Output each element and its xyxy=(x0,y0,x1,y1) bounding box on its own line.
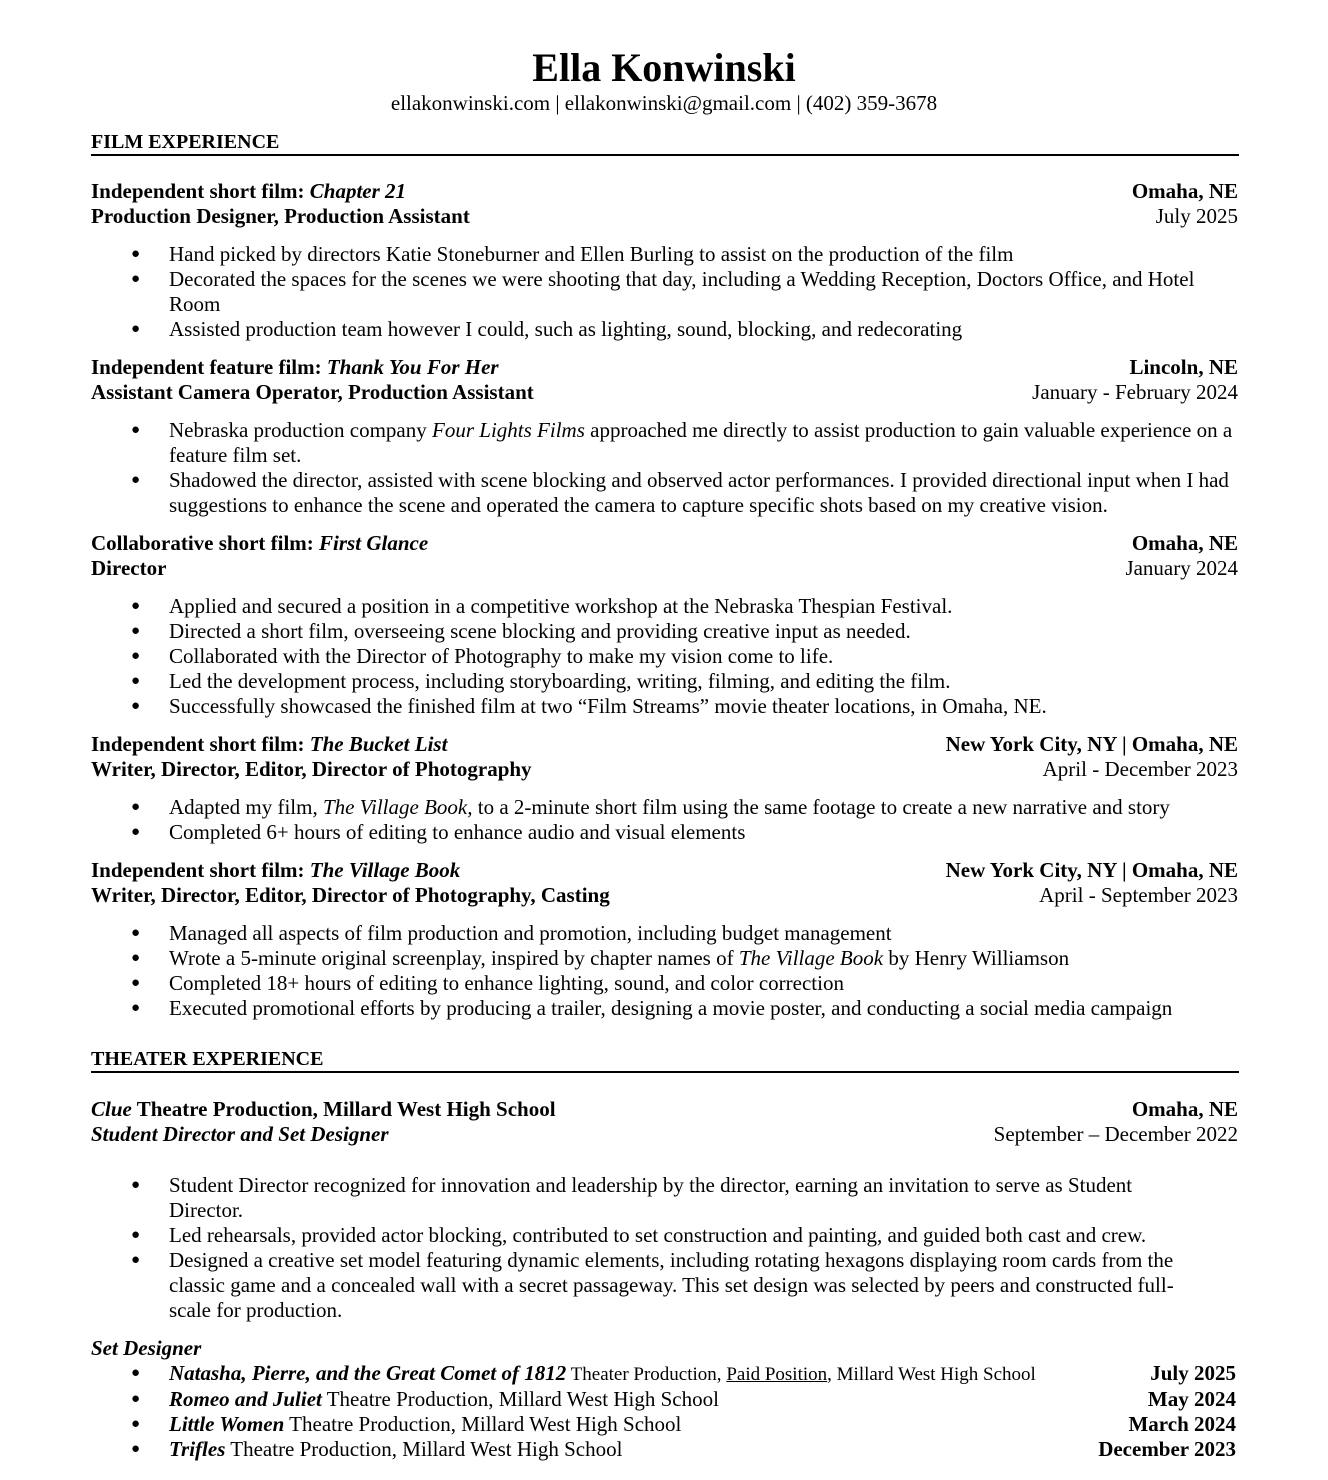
film-entry-the-bucket-list xyxy=(91,732,1238,782)
list-item: ● Completed 18+ hours of editing to enhance lighting, sound, and color correction xyxy=(91,971,1241,996)
theater-entry-clue-bullets xyxy=(91,1173,1201,1323)
entry-location: Omaha, NE xyxy=(1131,179,1238,203)
list-item: ● Executed promotional efforts by producing a trailer, designing a movie poster, and conducting a social media campaign xyxy=(91,996,1241,1021)
entry-date: April - December 2023 xyxy=(1042,757,1238,781)
entry-location: Lincoln, NE xyxy=(1129,355,1238,379)
list-item: ● Trifles Theatre Production, Millard West High School December 2023 xyxy=(91,1437,1236,1462)
entry-location: Omaha, NE xyxy=(1131,531,1238,555)
film-entry-the-village-book-bullets xyxy=(91,921,1241,1021)
list-item: ● Hand picked by directors Katie Stoneburner and Ellen Burling to assist on the production of the film xyxy=(91,242,1241,267)
entry-date: July 2025 xyxy=(1155,204,1238,228)
entry-role: Writer, Director, Editor, Director of Photography xyxy=(91,757,532,781)
entry-location: Omaha, NE xyxy=(1131,1097,1238,1121)
list-item: ● Collaborated with the Director of Photography to make my vision come to life. xyxy=(91,644,1241,669)
contact-line: ellakonwinski.com | ellakonwinski@gmail.com | (402) 359-3678 xyxy=(390,91,938,115)
entry-date: May 2024 xyxy=(1147,1387,1236,1411)
list-item: ● Directed a short film, overseeing scene blocking and providing creative input as needed. xyxy=(91,619,1241,644)
entry-location: New York City, NY | Omaha, NE xyxy=(945,732,1238,756)
film-entry-chapter-21-bullets xyxy=(91,242,1241,342)
resume-name: Ella Konwinski xyxy=(532,45,796,90)
list-item: ● Student Director recognized for innovation and leadership by the director, earning an invitation to serve as Student Director. xyxy=(91,1173,1201,1223)
entry-title: Clue Theatre Production, Millard West High School xyxy=(91,1097,556,1121)
paid-position-label: Paid Position xyxy=(726,1364,828,1385)
entry-date: January - February 2024 xyxy=(1032,380,1238,404)
entry-date: December 2023 xyxy=(1098,1437,1236,1461)
film-entry-the-village-book xyxy=(91,858,1238,908)
list-item: ● Led the development process, including storyboarding, writing, filming, and editing the film. xyxy=(91,669,1241,694)
entry-title: Independent short film: Chapter 21 xyxy=(91,179,407,203)
set-designer-heading-wrap xyxy=(91,1336,1238,1361)
list-item: ● Applied and secured a position in a competitive workshop at the Nebraska Thespian Festival. xyxy=(91,594,1241,619)
list-item: ● Natasha, Pierre, and the Great Comet of 1812 Theater Production, Paid Position, Millard West High School July 2025 xyxy=(91,1361,1236,1387)
entry-role: Student Director and Set Designer xyxy=(91,1122,389,1146)
film-entry-thank-you-for-her xyxy=(91,355,1238,405)
entry-title: Independent short film: The Bucket List xyxy=(91,732,448,756)
set-designer-list xyxy=(91,1361,1236,1462)
list-item: ● Nebraska production company Four Lights Films approached me directly to assist production to gain valuable experience on a feature film set. xyxy=(91,418,1241,468)
list-item: ● Decorated the spaces for the scenes we were shooting that day, including a Wedding Reception, Doctors Office, and Hotel Room xyxy=(91,267,1241,317)
list-item: ● Completed 6+ hours of editing to enhance audio and visual elements xyxy=(91,820,1241,845)
list-item: ● Successfully showcased the finished film at two “Film Streams” movie theater locations, in Omaha, NE. xyxy=(91,694,1241,719)
entry-role: Production Designer, Production Assistant xyxy=(91,204,470,228)
film-entry-first-glance xyxy=(91,531,1238,581)
list-item: ● Adapted my film, The Village Book, to a 2-minute short film using the same footage to create a new narrative and story xyxy=(91,795,1241,820)
list-item: ● Designed a creative set model featuring dynamic elements, including rotating hexagons displaying room cards from the classic game and a concealed wall with a secret passageway. This set design was selected by peers and constructed full-scale for production. xyxy=(91,1248,1201,1323)
entry-role: Assistant Camera Operator, Production Assistant xyxy=(91,380,534,404)
list-item: ● Led rehearsals, provided actor blocking, contributed to set construction and painting, and guided both cast and crew. xyxy=(91,1223,1201,1248)
entry-date: April - September 2023 xyxy=(1039,883,1238,907)
entry-title: Independent feature film: Thank You For Her xyxy=(91,355,499,379)
entry-title: Collaborative short film: First Glance xyxy=(91,531,429,555)
film-entry-chapter-21 xyxy=(91,179,1238,229)
entry-role: Director xyxy=(91,556,167,580)
film-entry-first-glance-bullets xyxy=(91,594,1241,719)
list-item: ● Assisted production team however I could, such as lighting, sound, blocking, and redecorating xyxy=(91,317,1241,342)
entry-location: New York City, NY | Omaha, NE xyxy=(945,858,1238,882)
list-item: ● Managed all aspects of film production and promotion, including budget management xyxy=(91,921,1241,946)
theater-entry-clue xyxy=(91,1097,1238,1147)
film-entry-thank-you-for-her-bullets xyxy=(91,418,1241,518)
entry-date: March 2024 xyxy=(1128,1412,1236,1436)
entry-date: September – December 2022 xyxy=(993,1122,1238,1146)
entry-date: July 2025 xyxy=(1150,1361,1236,1385)
film-experience-heading: FILM EXPERIENCE xyxy=(91,130,1239,156)
entry-role: Writer, Director, Editor, Director of Photography, Casting xyxy=(91,883,610,907)
set-designer-heading: Set Designer xyxy=(91,1336,202,1360)
list-item: ● Romeo and Juliet Theatre Production, Millard West High School May 2024 xyxy=(91,1387,1236,1412)
list-item: ● Wrote a 5-minute original screenplay, inspired by chapter names of The Village Book by Henry Williamson xyxy=(91,946,1241,971)
entry-title: Independent short film: The Village Book xyxy=(91,858,461,882)
theater-experience-heading: THEATER EXPERIENCE xyxy=(91,1047,1239,1073)
list-item: ● Shadowed the director, assisted with scene blocking and observed actor performances. I provided directional input when I had suggestions to enhance the scene and operated the camera to capture specific shots based on my creative vision. xyxy=(91,468,1241,518)
entry-date: January 2024 xyxy=(1125,556,1238,580)
film-entry-the-bucket-list-bullets xyxy=(91,795,1241,845)
list-item: ● Little Women Theatre Production, Millard West High School March 2024 xyxy=(91,1412,1236,1437)
